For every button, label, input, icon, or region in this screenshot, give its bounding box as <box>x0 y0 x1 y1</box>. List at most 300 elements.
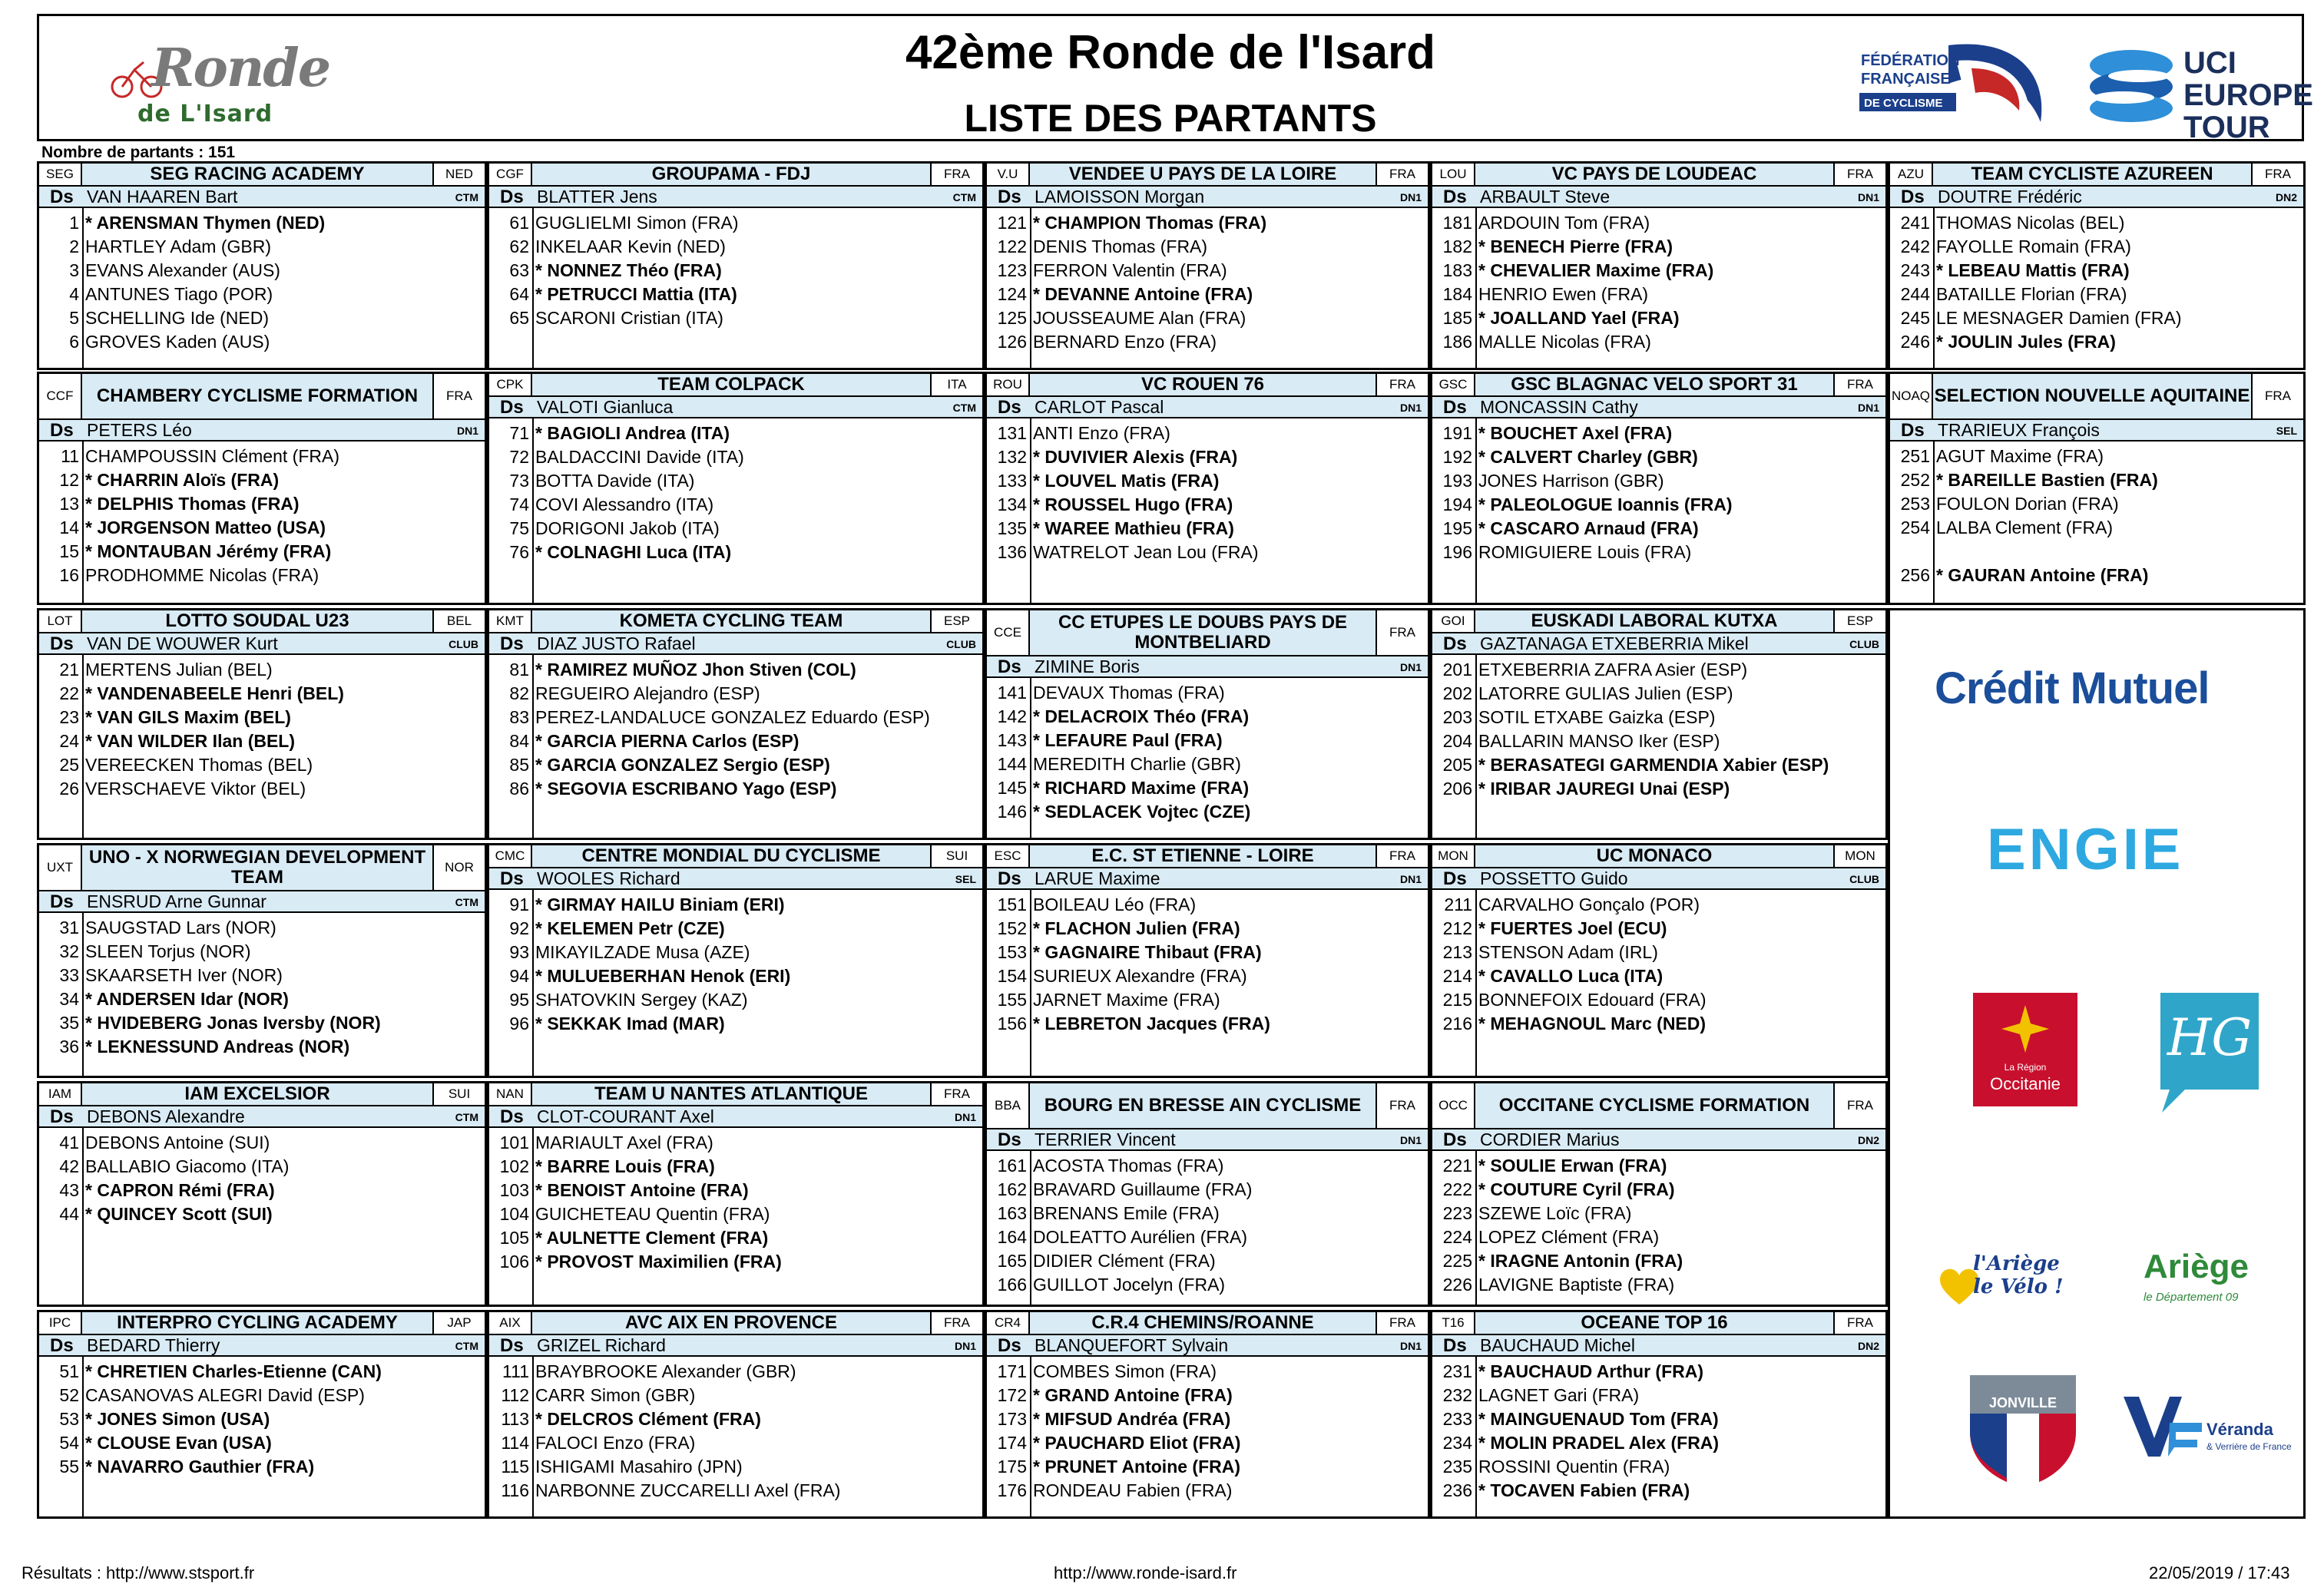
rider-number: 96 <box>509 1014 529 1033</box>
riders-list <box>987 893 1428 1036</box>
rider-number: 14 <box>59 518 79 537</box>
team-code: CMC <box>489 845 532 867</box>
team-nationality: FRA <box>1847 1315 1873 1330</box>
rider-number: 151 <box>997 895 1027 914</box>
rider-name: * RAMIREZ MUÑOZ Jhon Stiven (COL) <box>535 660 856 680</box>
rider-name: BOTTA Davide (ITA) <box>535 471 695 491</box>
ds-level: CLUB <box>1849 873 1879 885</box>
team-code: SEG <box>39 164 82 185</box>
team-code: GOI <box>1432 610 1475 632</box>
rider-number: 144 <box>997 754 1027 774</box>
rider-row <box>489 1360 982 1384</box>
riders-list <box>1432 1360 1885 1503</box>
rider-row <box>489 1479 982 1503</box>
rider-row <box>1432 330 1885 354</box>
rider-number: 203 <box>1442 707 1472 727</box>
ariege-logo <box>2134 1248 2265 1317</box>
rider-row <box>489 1407 982 1431</box>
team-block <box>1430 608 1888 840</box>
rider-number: 31 <box>59 918 79 938</box>
ds-level: DN1 <box>1399 402 1422 414</box>
rider-row <box>987 469 1428 493</box>
team-nationality: JAP <box>447 1315 472 1330</box>
rider-name: FOULON Dorian (FRA) <box>1936 494 2119 514</box>
team-header <box>489 374 982 397</box>
team-code: AZU <box>1890 164 1933 185</box>
rider-row <box>39 987 485 1011</box>
team-name: SELECTION NOUVELLE AQUITAINE <box>1933 374 2253 418</box>
rider-row <box>1432 1360 1885 1384</box>
rider-row <box>39 211 485 235</box>
team-nationality: FRA <box>1389 625 1415 640</box>
rider-name: * SEGOVIA ESCRIBANO Yago (ESP) <box>535 779 837 799</box>
rider-row <box>489 988 982 1012</box>
rider-name: SOTIL ETXABE Gaizka (ESP) <box>1478 707 1716 727</box>
directeur-sportif-row <box>1432 1129 1885 1151</box>
riders-list <box>987 211 1428 354</box>
ds-level: CTM <box>952 402 976 414</box>
team-code: LOU <box>1432 164 1475 185</box>
rider-name: * COUTURE Cyril (FRA) <box>1478 1179 1675 1199</box>
rider-row <box>489 259 982 283</box>
rider-name: * QUINCEY Scott (SUI) <box>85 1204 273 1224</box>
riders-list <box>39 916 485 1059</box>
rider-row <box>489 422 982 445</box>
rider-name: * PAUCHARD Eliot (FRA) <box>1033 1433 1241 1453</box>
rider-number: 204 <box>1442 731 1472 751</box>
rider-number: 94 <box>509 966 529 986</box>
rider-number: 242 <box>1900 236 1930 256</box>
rider-row <box>1432 1431 1885 1455</box>
rider-row <box>1432 1249 1885 1273</box>
rider-row <box>987 1178 1428 1202</box>
rider-row <box>489 893 982 917</box>
ds-label: Ds <box>50 891 74 912</box>
directeur-sportif-row <box>987 1129 1428 1151</box>
ds-label: Ds <box>50 633 74 654</box>
team-nationality: FRA <box>2265 389 2291 403</box>
rider-row <box>987 330 1428 354</box>
rider-name: * LEKNESSUND Andreas (NOR) <box>85 1037 350 1057</box>
jonville-logo <box>1965 1371 2081 1489</box>
rider-row <box>987 211 1428 235</box>
riders-list <box>489 1360 982 1503</box>
rider-name: VERSCHAEVE Viktor (BEL) <box>85 779 306 799</box>
header-box <box>37 14 2313 144</box>
team-nationality: BEL <box>446 613 472 628</box>
ds-level: CLUB <box>1849 638 1879 650</box>
ds-name: GAZTANAGA ETXEBERRIA Mikel <box>1480 633 1749 653</box>
rider-row <box>987 729 1428 752</box>
rider-name: * CHARRIN Aloïs (FRA) <box>85 470 280 490</box>
rider-name: * RICHARD Maxime (FRA) <box>1033 778 1250 798</box>
rider-number: 72 <box>509 447 529 467</box>
rider-number: 6 <box>69 332 79 352</box>
rider-row <box>987 1273 1428 1297</box>
footer-results-link[interactable]: Résultats : http://www.stsport.fr <box>22 1563 255 1582</box>
credit-mutuel-text: Crédit Mutuel <box>1935 663 2210 713</box>
team-block <box>985 372 1430 605</box>
haute-garonne-logo <box>2154 990 2265 1117</box>
rider-number: 143 <box>997 730 1027 750</box>
team-nationality: FRA <box>2265 167 2291 181</box>
ds-level: DN2 <box>1857 1340 1879 1352</box>
rider-name: * LEFAURE Paul (FRA) <box>1033 730 1223 750</box>
rider-row <box>987 493 1428 517</box>
rider-number: 196 <box>1442 542 1472 562</box>
ds-name: ZIMINE Boris <box>1035 656 1140 676</box>
team-header <box>39 164 485 187</box>
occitanie-text: Occitanie <box>1990 1074 2061 1093</box>
rider-row <box>1432 682 1885 706</box>
rider-name: PEREZ-LANDALUCE GONZALEZ Eduardo (ESP) <box>535 707 930 727</box>
rider-row <box>39 1407 485 1431</box>
rider-name: * KELEMEN Petr (CZE) <box>535 918 725 938</box>
ffc-logo <box>1856 38 2053 139</box>
rider-row <box>489 729 982 753</box>
rider-row <box>987 422 1428 445</box>
rider-name: ROMIGUIERE Louis (FRA) <box>1478 542 1692 562</box>
rider-row <box>489 1155 982 1179</box>
rider-number: 224 <box>1442 1227 1472 1247</box>
veranda-logo <box>2120 1392 2297 1469</box>
team-name: CHAMBERY CYCLISME FORMATION <box>82 374 434 418</box>
rider-name: * JONES Simon (USA) <box>85 1409 270 1429</box>
rider-number: 222 <box>1442 1179 1472 1199</box>
rider-number: 225 <box>1442 1251 1472 1271</box>
directeur-sportif-row <box>39 1335 485 1357</box>
rider-row <box>987 1431 1428 1455</box>
ds-label: Ds <box>1443 397 1467 418</box>
ds-label: Ds <box>500 397 524 418</box>
rider-row <box>39 682 485 706</box>
team-block <box>37 1310 487 1519</box>
rider-row <box>39 306 485 330</box>
rider-name: DEVAUX Thomas (FRA) <box>1033 683 1225 703</box>
team-block <box>487 843 985 1078</box>
rider-row <box>489 917 982 941</box>
team-nationality: ESP <box>943 613 971 628</box>
rider-row <box>39 1155 485 1179</box>
team-nationality: FRA <box>1389 167 1415 181</box>
rider-name: * GIRMAY HAILU Biniam (ERI) <box>535 895 785 914</box>
rider-number: 83 <box>509 707 529 727</box>
team-header <box>39 1312 485 1335</box>
rider-row <box>39 468 485 492</box>
ds-label: Ds <box>500 1335 524 1356</box>
ds-name: BAUCHAUD Michel <box>1480 1335 1635 1355</box>
rider-row <box>987 1202 1428 1225</box>
rider-number: 131 <box>997 423 1027 443</box>
rider-number: 166 <box>997 1275 1027 1295</box>
rider-name: LAVIGNE Baptiste (FRA) <box>1478 1275 1675 1295</box>
rider-number: 25 <box>59 755 79 775</box>
rider-number: 24 <box>59 731 79 751</box>
team-code: UXT <box>39 845 82 890</box>
rider-row <box>1432 893 1885 917</box>
rider-row <box>1432 964 1885 988</box>
team-code: LOT <box>39 610 82 632</box>
rider-name: * MOLIN PRADEL Alex (FRA) <box>1478 1433 1720 1453</box>
team-header <box>987 1312 1428 1335</box>
rider-name: DORIGONI Jakob (ITA) <box>535 518 720 538</box>
rider-name: * DELPHIS Thomas (FRA) <box>85 494 300 514</box>
ariege-velo-logo <box>1936 1246 2067 1315</box>
team-block <box>37 608 487 840</box>
rider-number: 122 <box>997 236 1027 256</box>
rider-row <box>39 1179 485 1202</box>
rider-name: PRODHOMME Nicolas (FRA) <box>85 565 319 585</box>
team-header <box>39 845 485 891</box>
rider-number: 105 <box>499 1228 529 1248</box>
rider-number: 1 <box>69 213 79 233</box>
page-title: 42ème Ronde de l'Isard <box>905 26 1436 79</box>
rider-name: * PETRUCCI Mattia (ITA) <box>535 284 737 304</box>
rider-name: FAYOLLE Romain (FRA) <box>1936 236 2131 256</box>
rider-name: CARVALHO Gonçalo (POR) <box>1478 895 1700 914</box>
rider-row <box>39 283 485 306</box>
ds-label: Ds <box>50 187 74 207</box>
rider-name: DENIS Thomas (FRA) <box>1033 236 1208 256</box>
rider-number: 63 <box>509 260 529 280</box>
team-code: AIX <box>489 1312 532 1334</box>
team-nationality: SUI <box>945 848 968 863</box>
riders-list <box>987 1360 1428 1503</box>
rider-name: BRENANS Emile (FRA) <box>1033 1203 1220 1223</box>
rider-row <box>987 917 1428 941</box>
ds-level: DN1 <box>1399 1340 1422 1352</box>
rider-number: 206 <box>1442 779 1472 799</box>
rider-row <box>987 1455 1428 1479</box>
rider-name: * BAREILLE Bastien (FRA) <box>1936 470 2158 490</box>
team-nationality: FRA <box>944 1315 970 1330</box>
rider-number: 32 <box>59 941 79 961</box>
rider-row <box>39 964 485 987</box>
rider-number: 26 <box>59 779 79 799</box>
rider-name: * TOCAVEN Fabien (FRA) <box>1478 1480 1690 1500</box>
rider-number: 2 <box>69 236 79 256</box>
rider-row <box>1890 235 2303 259</box>
rider-number: 126 <box>997 332 1027 352</box>
rider-name: * PROVOST Maximilien (FRA) <box>535 1252 782 1272</box>
rider-row <box>1432 283 1885 306</box>
rider-row <box>1432 753 1885 777</box>
rider-row <box>1432 1225 1885 1249</box>
rider-name: RONDEAU Fabien (FRA) <box>1033 1480 1233 1500</box>
ariege-text: Ariège <box>2144 1248 2249 1285</box>
rider-number: 114 <box>501 1433 529 1453</box>
directeur-sportif-row <box>1890 187 2303 208</box>
ds-label: Ds <box>998 397 1021 418</box>
ffc-line3: DE CYCLISME <box>1864 97 1943 110</box>
rider-row <box>987 941 1428 964</box>
rider-name: * BAUCHAUD Arthur (FRA) <box>1478 1361 1704 1381</box>
rider-row <box>39 516 485 540</box>
directeur-sportif-row <box>39 891 485 913</box>
team-header <box>39 374 485 420</box>
team-block <box>985 1081 1430 1307</box>
team-block <box>37 1081 487 1307</box>
rider-number: 135 <box>997 518 1027 538</box>
rider-number: 124 <box>997 284 1027 304</box>
ds-level: CTM <box>455 191 478 203</box>
rider-number: 221 <box>1442 1156 1472 1176</box>
team-name: GSC BLAGNAC VELO SPORT 31 <box>1475 374 1835 395</box>
team-name: EUSKADI LABORAL KUTXA <box>1475 610 1835 632</box>
team-block <box>487 372 985 605</box>
ds-name: WOOLES Richard <box>537 868 680 888</box>
rider-name: EVANS Alexander (AUS) <box>85 260 280 280</box>
rider-number: 174 <box>997 1433 1027 1453</box>
team-nationality: FRA <box>1847 167 1873 181</box>
team-nationality: FRA <box>1847 1098 1873 1113</box>
rider-number: 236 <box>1442 1480 1472 1500</box>
riders-list <box>987 422 1428 564</box>
team-name: IAM EXCELSIOR <box>82 1083 434 1105</box>
rider-name: * CLOUSE Evan (USA) <box>85 1433 272 1453</box>
rider-name: * GRAND Antoine (FRA) <box>1033 1385 1233 1405</box>
team-code: KMT <box>489 610 532 632</box>
rider-row <box>1432 1407 1885 1431</box>
rider-number: 184 <box>1442 284 1472 304</box>
footer-website-link[interactable]: http://www.ronde-isard.fr <box>1054 1563 1237 1582</box>
rider-row <box>1890 516 2303 540</box>
rider-name: COVI Alessandro (ITA) <box>535 494 714 514</box>
rider-name: GUGLIELMI Simon (FRA) <box>535 213 739 233</box>
rider-number: 4 <box>69 284 79 304</box>
ds-name: TERRIER Vincent <box>1035 1129 1176 1149</box>
rider-name: REGUEIRO Alejandro (ESP) <box>535 683 760 703</box>
rider-number: 202 <box>1442 683 1472 703</box>
rider-row <box>1432 729 1885 753</box>
rider-number: 142 <box>997 706 1027 726</box>
rider-name: LE MESNAGER Damien (FRA) <box>1936 308 2182 328</box>
team-code: CCF <box>39 374 82 418</box>
team-header <box>1890 374 2303 420</box>
rider-name: * BAGIOLI Andrea (ITA) <box>535 423 730 443</box>
rider-number: 241 <box>1900 213 1930 233</box>
rider-row <box>39 564 485 587</box>
rider-name: * IRIBAR JAUREGI Unai (ESP) <box>1478 779 1730 799</box>
rider-row <box>39 1431 485 1455</box>
rider-row <box>1432 306 1885 330</box>
rider-row <box>987 1012 1428 1036</box>
hg-text: HG <box>2167 1008 2253 1067</box>
rider-row <box>39 1131 485 1155</box>
rider-row <box>489 469 982 493</box>
rider-number: 234 <box>1442 1433 1472 1453</box>
rider-name: * VANDENABEELE Henri (BEL) <box>85 683 344 703</box>
rider-number: 256 <box>1900 565 1930 585</box>
rider-number: 172 <box>997 1385 1027 1405</box>
rider-number: 186 <box>1442 332 1472 352</box>
team-name: KOMETA CYCLING TEAM <box>532 610 932 632</box>
rider-row <box>39 235 485 259</box>
rider-name: LALBA Clement (FRA) <box>1936 518 2114 537</box>
rider-name: DIDIER Clément (FRA) <box>1033 1251 1216 1271</box>
team-header <box>39 1083 485 1106</box>
ds-level: DN1 <box>1399 661 1422 673</box>
team-nationality: MON <box>1845 848 1875 863</box>
rider-row <box>489 235 982 259</box>
rider-number: 153 <box>997 942 1027 962</box>
rider-number: 223 <box>1442 1203 1472 1223</box>
rider-number: 42 <box>59 1156 79 1176</box>
rider-name: JOUSSEAUME Alan (FRA) <box>1033 308 1246 328</box>
rider-name: * NONNEZ Théo (FRA) <box>535 260 722 280</box>
rider-name: ANTUNES Tiago (POR) <box>85 284 273 304</box>
rider-name: * PRUNET Antoine (FRA) <box>1033 1457 1241 1477</box>
ds-label: Ds <box>500 633 524 654</box>
rider-number: 11 <box>61 446 79 466</box>
ds-label: Ds <box>500 868 524 889</box>
rider-name: LATORRE GULIAS Julien (ESP) <box>1478 683 1733 703</box>
rider-number: 132 <box>997 447 1027 467</box>
rider-number: 93 <box>509 942 529 962</box>
ds-name: DIAZ JUSTO Rafael <box>537 633 696 653</box>
rider-number: 181 <box>1442 213 1472 233</box>
rider-row <box>1432 658 1885 682</box>
rider-name: * CAPRON Rémi (FRA) <box>85 1180 275 1200</box>
rider-name: ARDOUIN Tom (FRA) <box>1478 213 1650 233</box>
rider-number: 211 <box>1444 895 1472 914</box>
team-nationality: ESP <box>1846 613 1874 628</box>
rider-name: HENRIO Ewen (FRA) <box>1478 284 1649 304</box>
rider-row <box>1432 422 1885 445</box>
ds-name: DEBONS Alexandre <box>87 1106 245 1126</box>
riders-list <box>39 1131 485 1226</box>
riders-list <box>39 445 485 587</box>
team-nationality: FRA <box>1847 377 1873 392</box>
rider-number: 152 <box>997 918 1027 938</box>
riders-list <box>39 1360 485 1479</box>
directeur-sportif-row <box>39 187 485 208</box>
team-code: CR4 <box>987 1312 1030 1334</box>
directeur-sportif-row <box>489 633 982 655</box>
rider-name: GROVES Kaden (AUS) <box>85 332 270 352</box>
rider-name: * DEVANNE Antoine (FRA) <box>1033 284 1253 304</box>
rider-name: * GARCIA PIERNA Carlos (ESP) <box>535 731 799 751</box>
rider-number: 134 <box>997 494 1027 514</box>
rider-name: SZEWE Loïc (FRA) <box>1478 1203 1632 1223</box>
rider-number: 75 <box>509 518 529 538</box>
team-block <box>1888 161 2306 370</box>
rider-row <box>1432 1384 1885 1407</box>
rider-number: 165 <box>997 1251 1027 1271</box>
rider-number: 215 <box>1442 990 1472 1010</box>
rider-number: 254 <box>1900 518 1930 537</box>
ds-name: GRIZEL Richard <box>537 1335 666 1355</box>
team-code: IAM <box>39 1083 82 1105</box>
team-name: CC ETUPES LE DOUBS PAYS DE MONTBELIARD <box>1030 610 1377 655</box>
team-block <box>487 1081 985 1307</box>
rider-name: * JOALLAND Yael (FRA) <box>1478 308 1680 328</box>
rider-row <box>489 1179 982 1202</box>
rider-name: * MONTAUBAN Jérémy (FRA) <box>85 541 332 561</box>
rider-number: 44 <box>59 1204 79 1224</box>
rider-row <box>39 1035 485 1059</box>
rider-number: 3 <box>69 260 79 280</box>
rider-number: 201 <box>1442 660 1472 680</box>
riders-list <box>1890 445 2303 587</box>
directeur-sportif-row <box>39 420 485 441</box>
rider-number: 54 <box>59 1433 79 1453</box>
rider-row <box>1432 235 1885 259</box>
team-block <box>985 161 1430 370</box>
rider-row <box>489 493 982 517</box>
rider-number: 216 <box>1442 1014 1472 1033</box>
rider-row <box>1432 988 1885 1012</box>
